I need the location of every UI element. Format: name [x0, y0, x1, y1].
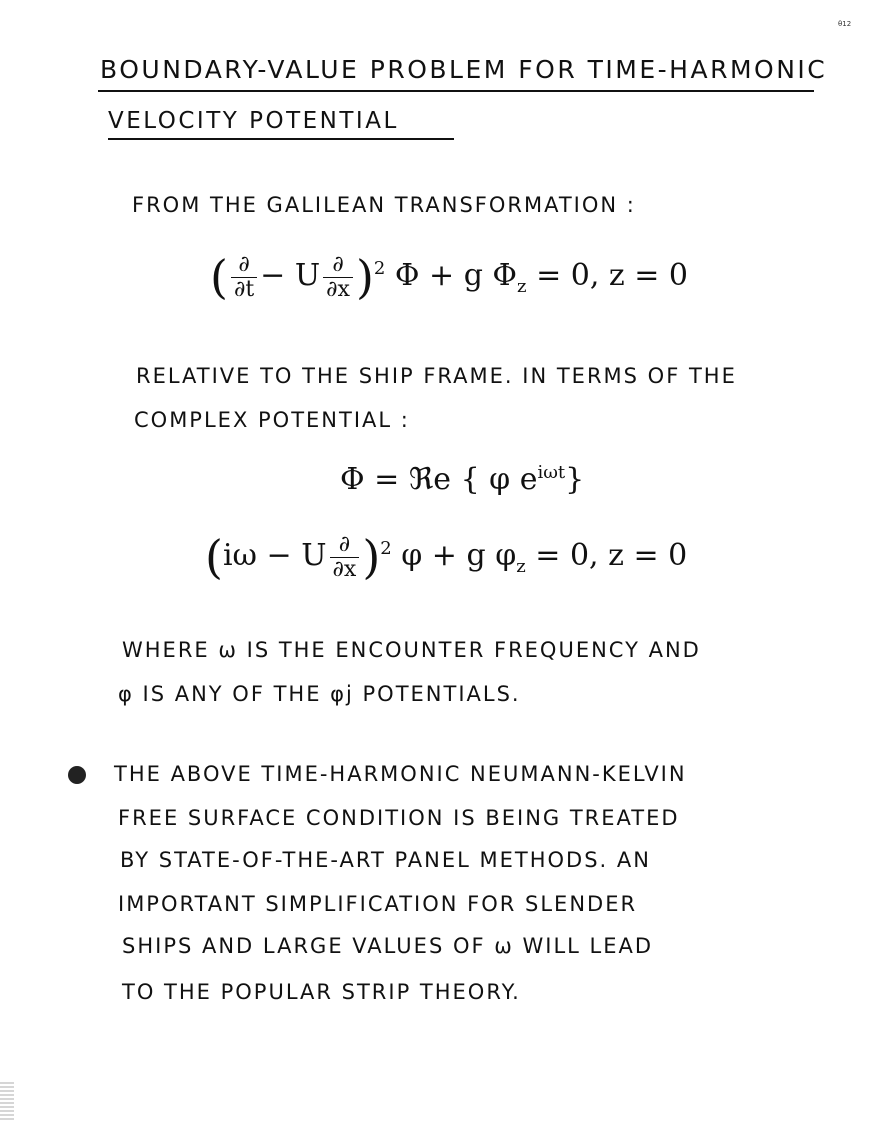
paragraph-line-5: SHIPS AND LARGE VALUES OF ω WILL LEAD	[122, 934, 654, 958]
equation-galilean: ( $\frac{\partial}{\partial t}$ − U $\frac{\partial}{\partial x}$ )$^2$ Φ + g $\Phi_z = 0$, z = 0	[210, 250, 688, 304]
scan-artifact	[0, 1080, 14, 1120]
eq3-subscript: z	[516, 556, 526, 577]
where-text-1: WHERE ω IS THE ENCOUNTER FREQUENCY AND	[122, 638, 701, 662]
eq3-power: 2	[380, 538, 392, 559]
page-title-line-2: VELOCITY POTENTIAL	[108, 108, 399, 134]
relative-text-1: RELATIVE TO THE SHIP FRAME. IN TERMS OF THE	[136, 364, 737, 388]
page-title-line-1: BOUNDARY-VALUE PROBLEM FOR TIME-HARMONIC	[100, 55, 828, 84]
paragraph-line-4: IMPORTANT SIMPLIFICATION FOR SLENDER	[118, 892, 638, 916]
paragraph-line-3: BY STATE-OF-THE-ART PANEL METHODS. AN	[120, 848, 651, 872]
eq3-partial-den-x: ∂x	[332, 556, 357, 582]
paragraph-line-6: TO THE POPULAR STRIP THEORY.	[122, 980, 521, 1004]
eq2-re: ℜe	[408, 462, 452, 497]
page-number: θ12	[838, 20, 852, 28]
eq1-power: 2	[373, 258, 386, 279]
eq1-subscript: z	[517, 276, 527, 297]
paragraph-line-2: FREE SURFACE CONDITION IS BEING TREATED	[118, 806, 680, 830]
title-underline-1	[98, 90, 814, 92]
eq3-tail: = 0, z = 0	[535, 538, 688, 573]
eq2-body: { φ e	[460, 462, 538, 497]
equation-complex-potential	[340, 462, 584, 497]
title-underline-2	[108, 138, 454, 140]
eq2-lhs: Φ =	[340, 462, 400, 497]
eq1-partial-num: ∂	[231, 253, 257, 278]
eq3-rest: φ + g φ	[401, 538, 517, 573]
eq2-exponent: iωt	[537, 462, 566, 483]
bullet-icon	[68, 766, 86, 784]
intro-text: FROM THE GALILEAN TRANSFORMATION :	[132, 193, 636, 217]
eq1-minus-u: − U	[260, 258, 321, 293]
eq1-partial-den-x: ∂x	[326, 276, 350, 302]
eq3-partial-num: ∂	[330, 533, 360, 558]
eq1-rest: Φ + g Φ	[394, 258, 518, 293]
eq3-open: iω − U	[222, 538, 327, 573]
eq2-close: }	[565, 462, 585, 497]
eq1-partial-num-x: ∂	[323, 253, 353, 278]
paragraph-line-1: THE ABOVE TIME-HARMONIC NEUMANN-KELVIN	[114, 762, 687, 786]
eq1-tail: = 0, z = 0	[536, 258, 688, 293]
relative-text-2: COMPLEX POTENTIAL :	[134, 408, 410, 432]
equation-time-harmonic: (iω − U $\frac{\partial}{\partial x}$ )$^2$ φ + g $\varphi_z = 0$, z = 0	[205, 530, 688, 584]
eq1-partial-den-t: ∂t	[233, 276, 255, 302]
where-text-2: φ IS ANY OF THE φj POTENTIALS.	[118, 682, 521, 706]
